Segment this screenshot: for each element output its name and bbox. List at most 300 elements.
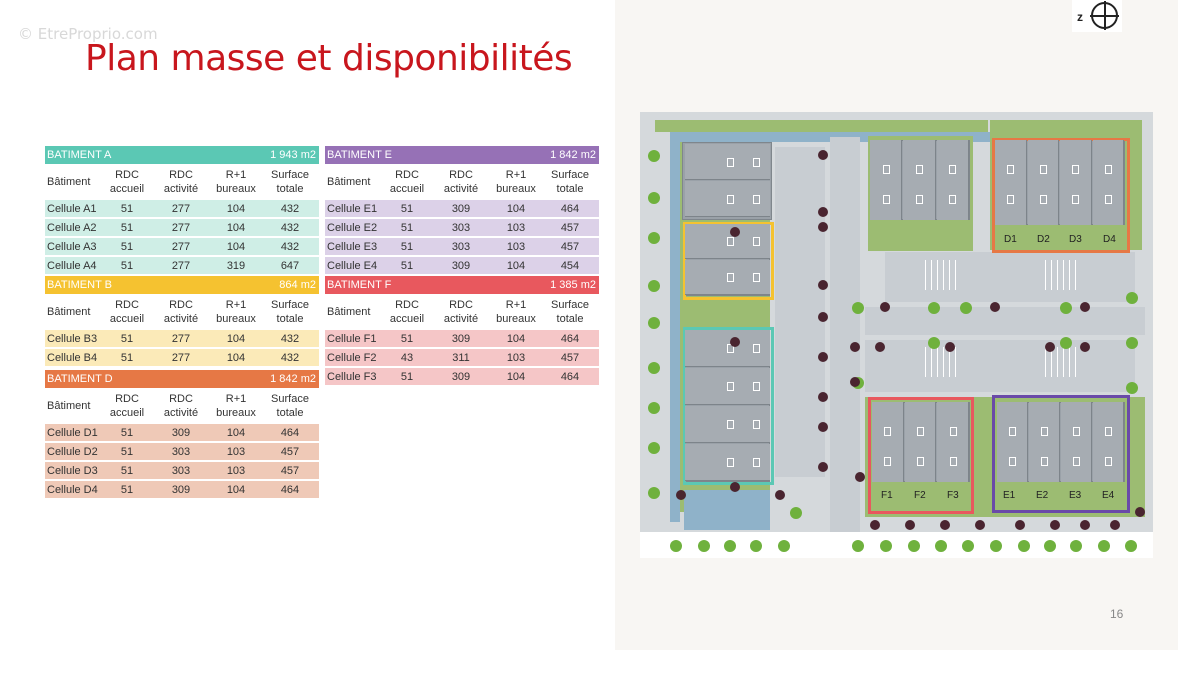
- tree-icon: [750, 540, 762, 552]
- cell-value: 432: [280, 351, 300, 364]
- column-header-line: RDC: [115, 393, 139, 405]
- plan-label-e4: E4: [1102, 490, 1115, 501]
- column-header-line: R+1: [225, 169, 247, 181]
- window-icon: [727, 158, 734, 167]
- cell-value: 104: [226, 202, 246, 215]
- tree-icon: [1098, 540, 1110, 552]
- column-header-line: RDC: [395, 299, 419, 311]
- column-header-line: bureaux: [216, 313, 256, 325]
- window-icon: [1041, 427, 1048, 436]
- cell-value: 647: [280, 259, 300, 272]
- tree-icon: [945, 342, 955, 352]
- window-icon: [753, 420, 760, 429]
- table-row: [45, 443, 319, 460]
- window-icon: [949, 195, 956, 204]
- column-header-line: Surface: [271, 393, 309, 405]
- tree-icon: [790, 507, 802, 519]
- column-header-line: activité: [163, 183, 199, 195]
- cell-name: Cellule F3: [327, 370, 377, 383]
- building-unit: [995, 140, 1027, 225]
- window-icon: [950, 457, 957, 466]
- column-header-line: accueil: [109, 313, 145, 325]
- tree-icon: [670, 540, 682, 552]
- column-header-line: R+1: [505, 299, 527, 311]
- column-headers: [325, 164, 599, 200]
- window-icon: [753, 458, 760, 467]
- plan-label-d1: D1: [1004, 234, 1017, 245]
- cell-value: 457: [280, 445, 300, 458]
- column-header: [489, 298, 543, 326]
- parking-north: [885, 252, 1135, 302]
- column-header-line: RDC: [449, 169, 473, 181]
- window-icon: [727, 195, 734, 204]
- tree-icon: [990, 540, 1002, 552]
- plan-label-e1: E1: [1003, 490, 1016, 501]
- cell-value: 51: [400, 221, 414, 234]
- north-compass-icon: [1072, 0, 1122, 32]
- tree-icon: [975, 520, 985, 530]
- window-icon: [1105, 457, 1112, 466]
- column-header: [153, 168, 209, 196]
- column-header-line: Surface: [271, 299, 309, 311]
- tree-icon: [850, 377, 860, 387]
- building-unit: [1028, 140, 1060, 225]
- column-header-line: RDC: [115, 169, 139, 181]
- tree-icon: [875, 342, 885, 352]
- column-header: Bâtiment: [47, 400, 91, 412]
- window-icon: [753, 158, 760, 167]
- cell-value: 432: [280, 332, 300, 345]
- cell-value: 51: [400, 370, 414, 383]
- window-icon: [1007, 195, 1014, 204]
- cell-value: 303: [171, 445, 191, 458]
- cell-value: 51: [120, 426, 134, 439]
- cell-value: 464: [560, 202, 580, 215]
- table-batiment-a: [45, 146, 319, 276]
- window-icon: [917, 427, 924, 436]
- parking-stripe: [1069, 260, 1070, 290]
- cell-value: 103: [506, 221, 526, 234]
- table-batiment-b: [45, 276, 319, 368]
- cell-name: Cellule E4: [327, 259, 378, 272]
- column-header-line: RDC: [169, 299, 193, 311]
- column-header-line: accueil: [109, 183, 145, 195]
- column-header: [153, 298, 209, 326]
- tree-icon: [1018, 540, 1030, 552]
- cell-value: 103: [226, 445, 246, 458]
- parking-south: [865, 340, 1135, 392]
- column-header-line: R+1: [505, 169, 527, 181]
- grass-strip: [655, 120, 988, 132]
- column-header: Bâtiment: [327, 176, 371, 188]
- tree-icon: [818, 392, 828, 402]
- cell-value: 51: [400, 202, 414, 215]
- cell-value: 457: [560, 351, 580, 364]
- column-header: [101, 298, 153, 326]
- table-row: [45, 462, 319, 479]
- cell-value: 464: [280, 426, 300, 439]
- tree-icon: [1060, 337, 1072, 349]
- table-row: [45, 349, 319, 366]
- window-icon: [1073, 427, 1080, 436]
- cell-name: Cellule F1: [327, 332, 377, 345]
- window-icon: [950, 427, 957, 436]
- cell-name: Cellule E2: [327, 221, 378, 234]
- tree-icon: [1126, 292, 1138, 304]
- building-unit: [1093, 402, 1124, 482]
- building-unit: [1061, 402, 1092, 482]
- tree-icon: [850, 342, 860, 352]
- tree-icon: [648, 232, 660, 244]
- window-icon: [884, 457, 891, 466]
- parking-stripe: [937, 260, 938, 290]
- column-header: [381, 168, 433, 196]
- plan-label-d2: D2: [1037, 234, 1050, 245]
- tree-icon: [676, 490, 686, 500]
- building-unit: [997, 402, 1028, 482]
- building-name: BATIMENT A: [47, 149, 112, 161]
- cell-name: Cellule F2: [327, 351, 377, 364]
- tree-icon: [778, 540, 790, 552]
- cell-value: 43: [400, 351, 414, 364]
- tree-icon: [962, 540, 974, 552]
- parking-stripe: [943, 260, 944, 290]
- table-header: [45, 146, 319, 164]
- window-icon: [1041, 457, 1048, 466]
- parking-stripe: [1075, 347, 1076, 377]
- table-row: [325, 257, 599, 274]
- building-unit: [1093, 140, 1125, 225]
- window-icon: [884, 427, 891, 436]
- tree-icon: [1060, 302, 1072, 314]
- column-header-line: totale: [556, 313, 584, 325]
- cell-value: 464: [560, 370, 580, 383]
- table-row: [45, 330, 319, 347]
- parking-stripe: [1051, 260, 1052, 290]
- cell-value: 309: [171, 426, 191, 439]
- table-header: [325, 276, 599, 294]
- column-header-line: activité: [163, 313, 199, 325]
- window-icon: [753, 237, 760, 246]
- tree-icon: [855, 472, 865, 482]
- tree-icon: [852, 302, 864, 314]
- tree-icon: [990, 302, 1000, 312]
- column-header-line: bureaux: [496, 313, 536, 325]
- cell-value: 277: [171, 351, 191, 364]
- cell-name: Cellule A4: [47, 259, 97, 272]
- cell-value: 51: [120, 464, 134, 477]
- cell-value: 104: [506, 259, 526, 272]
- parking-stripe: [943, 347, 944, 377]
- cell-name: Cellule D3: [47, 464, 98, 477]
- parking-stripe: [1075, 260, 1076, 290]
- window-icon: [883, 195, 890, 204]
- tree-icon: [1135, 507, 1145, 517]
- column-header-line: Surface: [551, 299, 589, 311]
- building-unit: [937, 140, 969, 220]
- cell-value: 104: [226, 483, 246, 496]
- column-header-line: bureaux: [216, 183, 256, 195]
- cell-value: 277: [171, 259, 191, 272]
- tree-icon: [1080, 302, 1090, 312]
- column-header: Bâtiment: [47, 176, 91, 188]
- column-header-line: totale: [556, 183, 584, 195]
- tree-icon: [648, 402, 660, 414]
- watermark: © EtreProprio.com: [18, 25, 158, 43]
- parking-stripe: [925, 260, 926, 290]
- column-header: [101, 168, 153, 196]
- tree-icon: [1126, 382, 1138, 394]
- window-icon: [727, 420, 734, 429]
- cell-value: 51: [120, 240, 134, 253]
- cell-value: 104: [506, 202, 526, 215]
- tree-icon: [730, 337, 740, 347]
- tree-icon: [940, 520, 950, 530]
- window-icon: [727, 237, 734, 246]
- building-unit: [872, 402, 904, 482]
- window-icon: [1040, 195, 1047, 204]
- cell-name: Cellule A1: [47, 202, 97, 215]
- table-row: [45, 238, 319, 255]
- plan-label-f2: F2: [914, 490, 926, 501]
- cell-value: 51: [120, 483, 134, 496]
- tree-icon: [905, 520, 915, 530]
- cell-value: 104: [226, 332, 246, 345]
- column-header: [263, 392, 317, 420]
- cell-value: 51: [120, 259, 134, 272]
- cell-value: 277: [171, 240, 191, 253]
- window-icon: [1009, 427, 1016, 436]
- tree-icon: [648, 192, 660, 204]
- compass-label: z: [1077, 10, 1083, 24]
- tree-icon: [1080, 520, 1090, 530]
- column-header: [153, 392, 209, 420]
- building-total: 864 m2: [279, 279, 316, 291]
- parking-stripe: [925, 347, 926, 377]
- tree-icon: [1044, 540, 1056, 552]
- building-name: BATIMENT F: [327, 279, 392, 291]
- column-header: [101, 392, 153, 420]
- tree-icon: [818, 462, 828, 472]
- column-header-line: Surface: [551, 169, 589, 181]
- cell-value: 457: [560, 221, 580, 234]
- window-icon: [949, 165, 956, 174]
- window-icon: [1009, 457, 1016, 466]
- building-unit: [937, 402, 969, 482]
- window-icon: [916, 165, 923, 174]
- canal-west: [670, 132, 680, 522]
- tree-icon: [818, 280, 828, 290]
- window-icon: [1040, 165, 1047, 174]
- tree-icon: [1015, 520, 1025, 530]
- tree-icon: [648, 150, 660, 162]
- window-icon: [1105, 427, 1112, 436]
- column-header-line: bureaux: [216, 407, 256, 419]
- building-unit: [903, 140, 935, 220]
- tree-icon: [1080, 342, 1090, 352]
- table-batiment-d: [45, 370, 319, 500]
- column-header: [209, 298, 263, 326]
- building-name: BATIMENT D: [47, 373, 113, 385]
- tree-icon: [775, 490, 785, 500]
- cell-value: 104: [506, 332, 526, 345]
- parking-stripe: [1057, 260, 1058, 290]
- parking-stripe: [1069, 347, 1070, 377]
- window-icon: [753, 344, 760, 353]
- cell-value: 309: [451, 370, 471, 383]
- column-header-line: RDC: [115, 299, 139, 311]
- table-row: [45, 481, 319, 498]
- parking-stripe: [1045, 260, 1046, 290]
- plan-label-d3: D3: [1069, 234, 1082, 245]
- plan-label-e2: E2: [1036, 490, 1049, 501]
- window-icon: [727, 273, 734, 282]
- tree-icon: [818, 207, 828, 217]
- column-header-line: accueil: [389, 313, 425, 325]
- tree-icon: [928, 337, 940, 349]
- column-header-line: RDC: [169, 169, 193, 181]
- parking-stripe: [1057, 347, 1058, 377]
- tree-icon: [648, 362, 660, 374]
- column-header-line: RDC: [395, 169, 419, 181]
- column-header-line: R+1: [225, 299, 247, 311]
- cell-value: 464: [560, 332, 580, 345]
- column-header: [433, 298, 489, 326]
- window-icon: [1007, 165, 1014, 174]
- cell-value: 303: [451, 240, 471, 253]
- column-header: [543, 168, 597, 196]
- cell-name: Cellule D4: [47, 483, 98, 496]
- building-name: BATIMENT B: [47, 279, 112, 291]
- column-header: [263, 298, 317, 326]
- tree-icon: [1045, 342, 1055, 352]
- cell-value: 309: [451, 259, 471, 272]
- building-unit: [870, 140, 902, 220]
- tree-icon: [1125, 540, 1137, 552]
- site-plan: [640, 112, 1153, 558]
- tree-icon: [1050, 520, 1060, 530]
- column-header-line: accueil: [109, 407, 145, 419]
- table-header: [325, 146, 599, 164]
- building-unit: [1029, 402, 1060, 482]
- cell-value: 51: [120, 202, 134, 215]
- table-batiment-e: [325, 146, 599, 276]
- building-total: 1 385 m2: [550, 279, 596, 291]
- cell-value: 454: [560, 259, 580, 272]
- column-header-line: activité: [163, 407, 199, 419]
- parking-stripe: [949, 260, 950, 290]
- table-row: [325, 349, 599, 366]
- table-row: [325, 200, 599, 217]
- cell-name: Cellule B4: [47, 351, 98, 364]
- table-row: [325, 330, 599, 347]
- building-total: 1 842 m2: [270, 373, 316, 385]
- cell-value: 309: [451, 202, 471, 215]
- column-header: [263, 168, 317, 196]
- parking-stripe: [955, 347, 956, 377]
- cell-value: 103: [506, 351, 526, 364]
- tree-icon: [818, 352, 828, 362]
- column-header: Bâtiment: [47, 306, 91, 318]
- window-icon: [916, 195, 923, 204]
- cell-value: 51: [400, 332, 414, 345]
- cell-value: 104: [226, 351, 246, 364]
- cell-value: 103: [226, 464, 246, 477]
- column-header: Bâtiment: [327, 306, 371, 318]
- column-header: [381, 298, 433, 326]
- table-row: [45, 200, 319, 217]
- column-headers: [45, 388, 319, 424]
- cell-value: 432: [280, 240, 300, 253]
- plan-label-f1: F1: [881, 490, 893, 501]
- cell-value: 104: [226, 240, 246, 253]
- column-headers: [325, 294, 599, 330]
- parking-stripe: [1063, 260, 1064, 290]
- column-header-line: bureaux: [496, 183, 536, 195]
- cell-name: Cellule A2: [47, 221, 97, 234]
- column-header-line: accueil: [389, 183, 425, 195]
- window-icon: [753, 195, 760, 204]
- column-header-line: totale: [276, 407, 304, 419]
- cell-value: 457: [280, 464, 300, 477]
- column-header: [489, 168, 543, 196]
- page-title: Plan masse et disponibilités: [85, 38, 573, 79]
- page-number: 16: [1110, 607, 1124, 621]
- tree-icon: [928, 302, 940, 314]
- parking-stripe: [1045, 347, 1046, 377]
- tree-icon: [818, 222, 828, 232]
- tree-icon: [730, 482, 740, 492]
- column-header: [543, 298, 597, 326]
- cell-name: Cellule D2: [47, 445, 98, 458]
- column-header-line: totale: [276, 313, 304, 325]
- tree-icon: [818, 150, 828, 160]
- cell-value: 104: [506, 370, 526, 383]
- parking-stripe: [1063, 347, 1064, 377]
- column-headers: [45, 164, 319, 200]
- window-icon: [1072, 195, 1079, 204]
- window-icon: [917, 457, 924, 466]
- tree-icon: [724, 540, 736, 552]
- plan-label-f3: F3: [947, 490, 959, 501]
- parking-stripe: [937, 347, 938, 377]
- window-icon: [883, 165, 890, 174]
- tree-icon: [1110, 520, 1120, 530]
- cell-value: 432: [280, 202, 300, 215]
- table-header: [45, 276, 319, 294]
- window-icon: [753, 382, 760, 391]
- cell-value: 104: [226, 221, 246, 234]
- cell-value: 319: [226, 259, 246, 272]
- tree-icon: [880, 302, 890, 312]
- column-header-line: RDC: [169, 393, 193, 405]
- column-header-line: activité: [443, 313, 479, 325]
- parking-stripe: [955, 260, 956, 290]
- tree-icon: [960, 302, 972, 314]
- plan-label-d4: D4: [1103, 234, 1116, 245]
- table-row: [325, 219, 599, 236]
- cell-value: 457: [560, 240, 580, 253]
- column-header: [433, 168, 489, 196]
- tree-icon: [935, 540, 947, 552]
- window-icon: [1073, 457, 1080, 466]
- cell-value: 309: [451, 332, 471, 345]
- cell-name: Cellule A3: [47, 240, 97, 253]
- cell-value: 464: [280, 483, 300, 496]
- cell-value: 51: [400, 259, 414, 272]
- cell-value: 51: [120, 332, 134, 345]
- cell-value: 51: [120, 445, 134, 458]
